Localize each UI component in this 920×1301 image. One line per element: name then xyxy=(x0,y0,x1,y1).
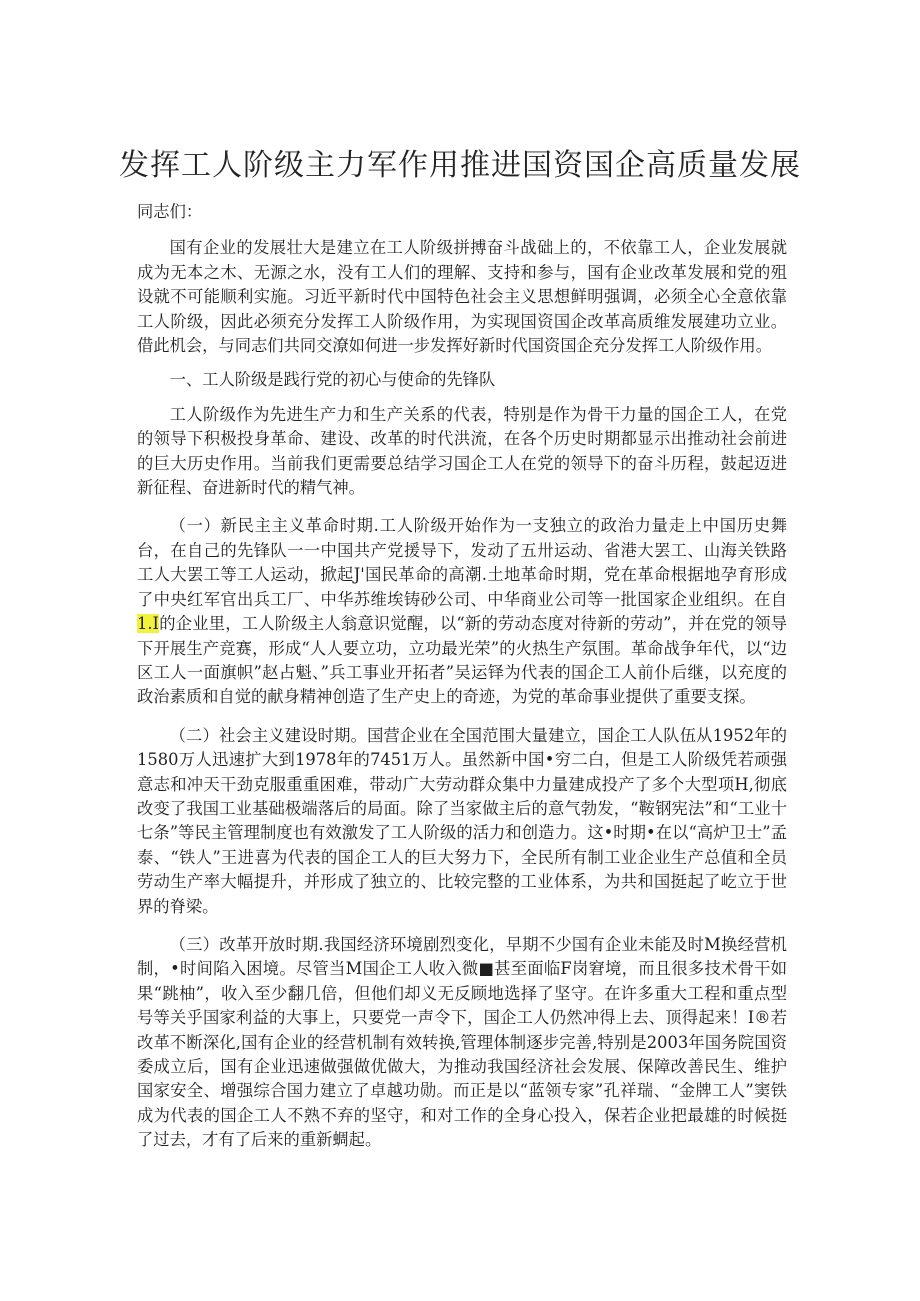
section-1-text-after: 的企业里，工人阶级主人翁意识觉醒，以“新的劳动态度对待新的劳动”，并在党的领导下开展生产竞赛，形成“人人要立功，立功最光荣”的火热生产氛围。革命战争年代，以“边区工人一面旗帜”赵占魁、”兵工事业开拓者”吴运铎为代表的国企工人前仆后继，以充度的政治素质和自觉的献身精神创造了生产史上的奇迹，为党的革命事业提供了重要支探。 xyxy=(137,614,787,707)
intro-paragraph: 国有企业的发展壮大是建立在工人阶级拼搏奋斗战础上的，不依靠工人，企业发展就成为无本之木、无源之水，没有工人们的理解、支持和参与，国有企业改革发展和党的殂设就不可能顺利实施。习近平新时代中国特色社会主义思想鲜明强调，必须全心全意依靠工人阶级，因此必须充分发挥工人阶级作用，为实现国资国企改革高质维发展建功立业。借此机会，与同志们共同交潦如何进一步发挥好新时代国资国企充分发挥工人阶级作用。 xyxy=(137,238,787,356)
section-1-text-before: （一）新民主主义革命时期.工人阶级开始作为一支独立的政治力量走上中国历史舞台，在自己的先锋队一一中国共产党援导下，发动了五卅运动、省港大罢工、山海关铁路工人大罢工等工人运动，掀起J'国民革命的高潮.土地革命时期，党在革命根据地孕育形成了中央红军官出兵工厂、中华苏维埃铸砂公司、中华商业公司等一批国家企业组织。在自 xyxy=(137,516,787,609)
section-heading: 一、工人阶级是践行党的初心与使命的先锋队 xyxy=(169,370,496,390)
body-paragraph: 工人阶级作为先进生产力和生产关系的代表，特别是作为骨干力量的国企工人，在党的领导下积极投身革命、建设、改革的时代洪流，在各个历史时期都显示出推动社会前进的巨大历史作用。当前我们更需要总结学习国企工人在党的领导下的奋斗历程，鼓起迈进新征程、奋进新时代的精气神。 xyxy=(137,404,787,498)
document-title: 发挥工人阶级主力军作用推进国资国企高质量发展 xyxy=(119,148,801,183)
highlighted-text: 1.I xyxy=(137,614,159,634)
section-paragraph-3: （三）改革开放时期.我国经济环境剧烈变化，早期不少国有企业未能及时M换经营机制，•时间陷入困境。尽管当M国企工人收入微■甚至面临F岗窘境，而且很多技术骨干如果“跳柚”，收入至少翻几倍，但他们却义无反顾地选择了坚守。在许多重大工程和重点型号等关乎国家利益的大事上，只要党一声令下，国企工人仍然冲得上去、顶得起来！I®若改革不断深化,国有企业的经营机制有效转换,管理体制逐步完善,特别是2003年国务院国资委成立后，国有企业迅速做强做优做大，为推动我国经济社会发展、保障改善民生、维护国家安全、增强综合国力建立了卓越功勋。而正是以“蓝领专家”孔祥瑞、“金牌工人”窦铁成为代表的国企工人不熟不弃的坚守，和对工作的全身心投入，保若企业把最雄的时候挺了过去，才有了后来的重新蜩起。 xyxy=(137,934,787,1150)
section-paragraph-1 xyxy=(137,514,787,709)
greeting: 同志们： xyxy=(137,202,203,221)
section-paragraph-2: （二）社会主义建设时期。国营企业在全国范围大量建立，国企工人队伍从1952年的1580万人迅速扩大到1978年的7451万人。虽然新中国•穷二白，但是工人阶级凭若顽强意志和冲天干劲克服重重困难，带动广大劳动群众集中力量建成投产了多个大型项H,彻底改变了我国工业基础极端落后的局面。除了当家做主后的意气勃发，“鞍钢宪法”和“工业十七条”等民主管理制度也有效激发了工人阶级的活力和创造力。这•时期•在以“高炉卫士”孟泰、“铁人”王进喜为代表的国企工人的巨大努力下，全民所有制工业企业生产总值和全员劳动生产率大幅提升，并形成了独立的、比较完整的工业体系，为共和国挺起了屹立于世界的脊梁。 xyxy=(137,725,787,916)
document-body xyxy=(137,200,787,1153)
